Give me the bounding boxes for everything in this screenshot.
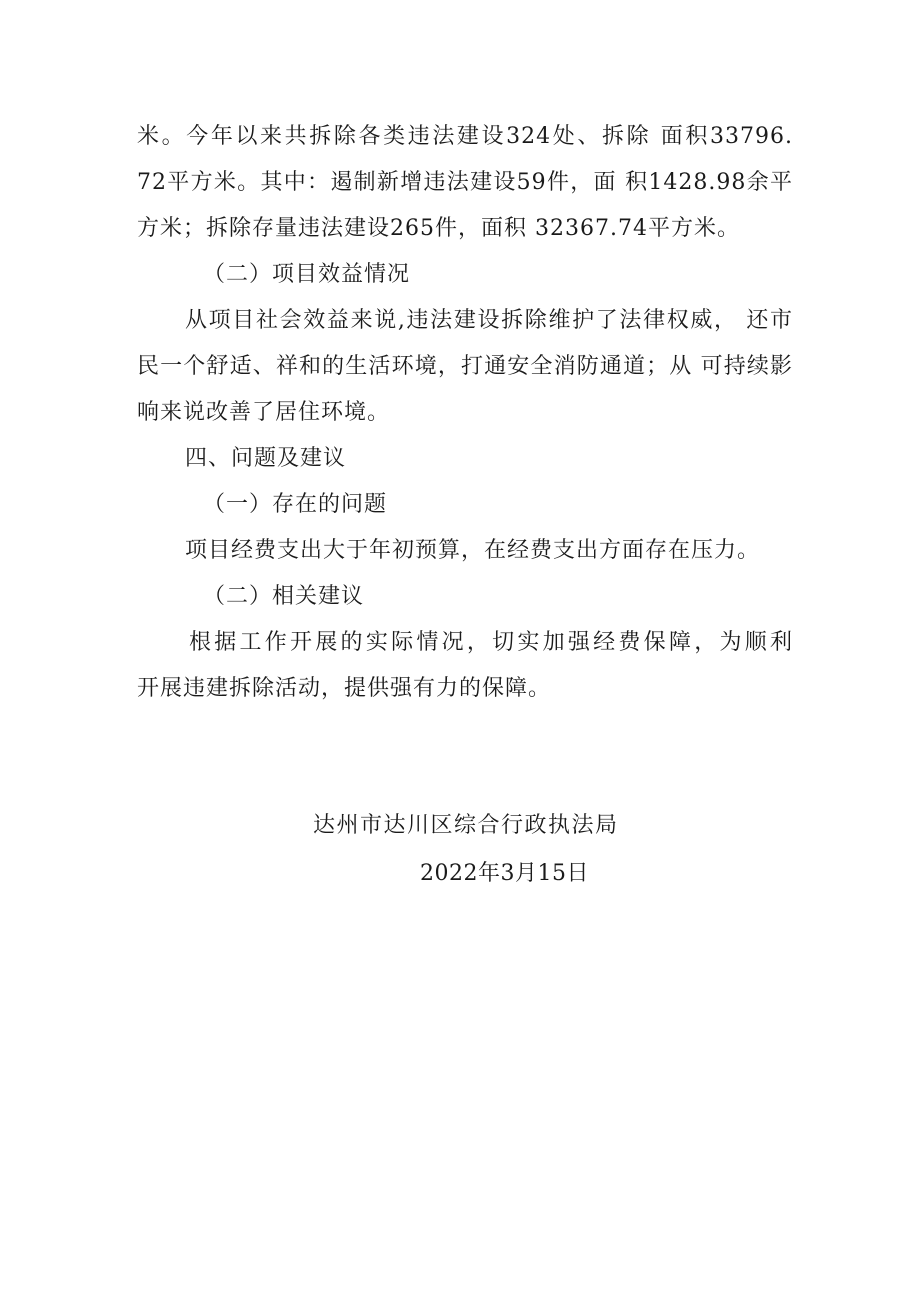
subheading-existing-problems: （一）存在的问题 xyxy=(203,492,388,517)
paragraph-funding-suggestion: 根据工作开展的实际情况，切实加强经费保障，为顺利 开展违建拆除活动，提供强有力的保障。 xyxy=(137,630,824,701)
paragraph-demolition-stats: 米。今年以来共拆除各类违法建设324处、拆除 面积33796. 72平方米。其中：遏制新增违法建设59件，面 积1428.98余平方米；拆除存量违法建设265件，面积 32367.74平方米。 xyxy=(137,124,793,241)
document-body xyxy=(137,114,824,712)
subheading-project-benefits: （二）项目效益情况 xyxy=(203,262,411,287)
signature-date: 2022年3月15日 xyxy=(420,861,589,886)
paragraph-social-benefits: 从项目社会效益来说,违法建设拆除维护了法律权威， 还市民一个舒适、祥和的生活环境，打通安全消防通道；从 可持续影响来说改善了居住环境。 xyxy=(137,308,793,425)
paragraph-budget-pressure: 项目经费支出大于年初预算，在经费支出方面存在压力。 xyxy=(185,538,761,563)
heading-problems-and-suggestions: 四、问题及建议 xyxy=(185,446,347,471)
subheading-related-suggestions: （二）相关建议 xyxy=(203,584,365,609)
signature-organization: 达州市达川区综合行政执法局 xyxy=(313,813,619,838)
